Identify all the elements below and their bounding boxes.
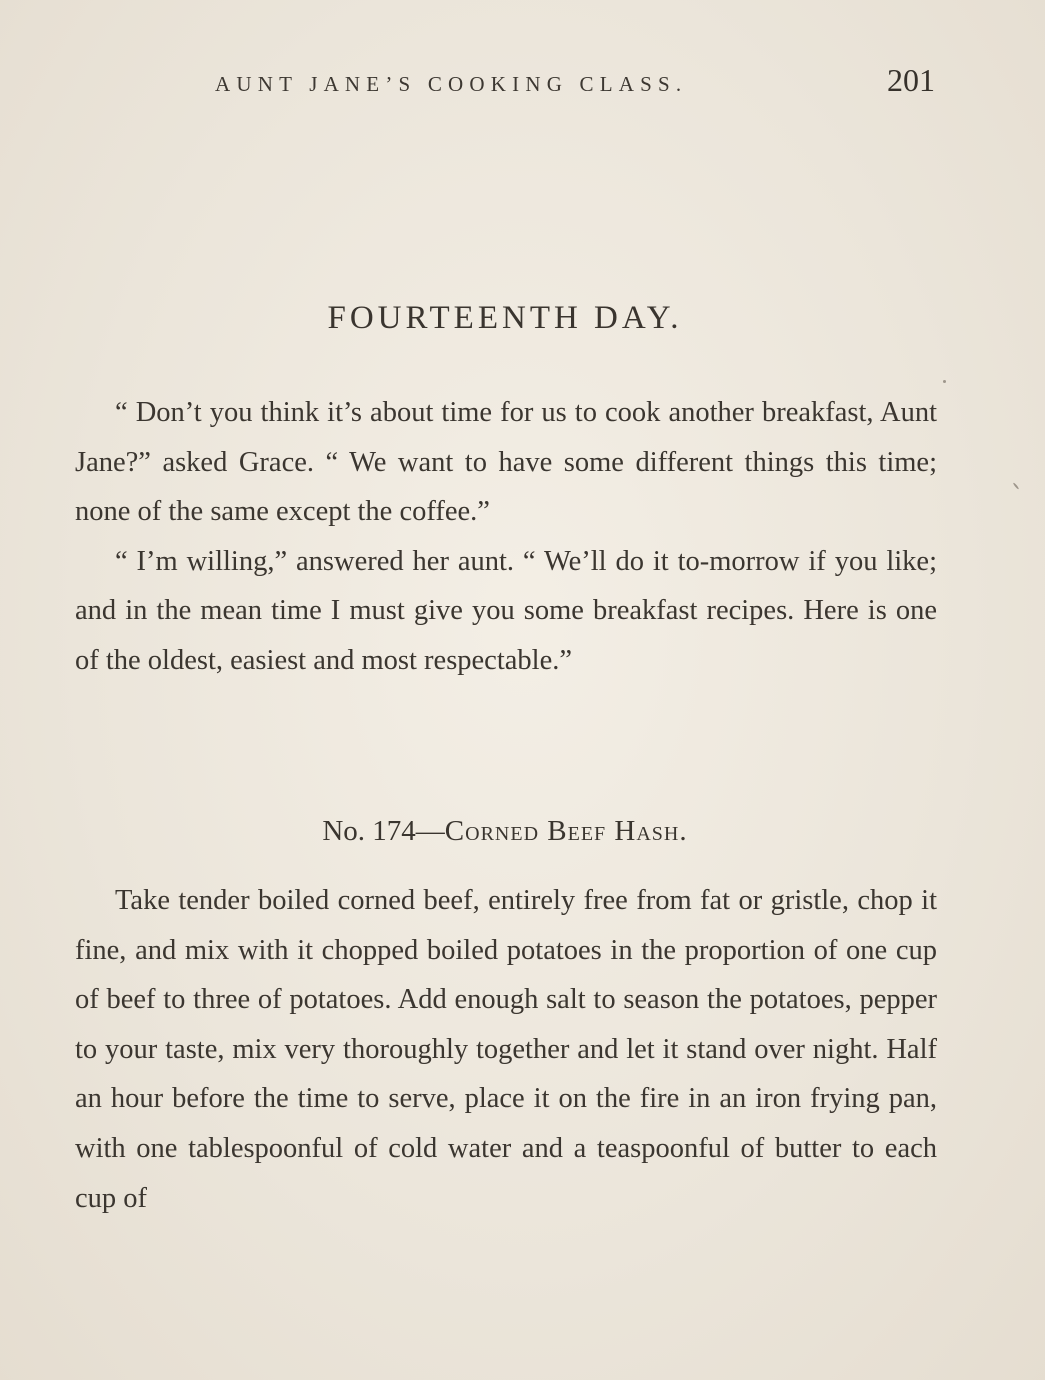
paper-speck [1013,482,1020,489]
chapter-title: FOURTEENTH DAY. [327,300,683,336]
running-header: AUNT JANE’S COOKING CLASS. [215,72,688,96]
paper-speck [943,380,946,383]
recipe-body: Take tender boiled corned beef, entirely free from fat or gristle, chop it fine, and mix with it chopped boiled potatoes in the proportion of one cup of beef to three of potatoes. Add enough salt to season the potatoes, pepper to your taste, mix very thoroughly together and let it stand over night. Half an hour before the time to serve, place it on the fire in an iron frying pan, with one tablespoonful of cold water and a teaspoonful of butter to each cup of [75,885,937,1214]
recipe-text [75,876,937,1223]
recipe-name: Corned Beef Hash. [444,815,688,847]
paragraph: “ Don’t you think it’s about time for us to cook another breakfast, Aunt Jane?” asked Grace. “ We want to have some different things this time; none of the same except the coffee.” [75,397,937,528]
intro-text [75,388,937,686]
recipe-number: No. 174— [322,815,445,847]
paragraph: “ I’m willing,” answered her aunt. “ We’ll do it to-morrow if you like; and in the mean time I must give you some breakfast recipes. Here is one of the oldest, easiest and most respectable.” [75,545,937,676]
page-number: 201 [887,62,935,98]
recipe-heading [0,815,1010,848]
